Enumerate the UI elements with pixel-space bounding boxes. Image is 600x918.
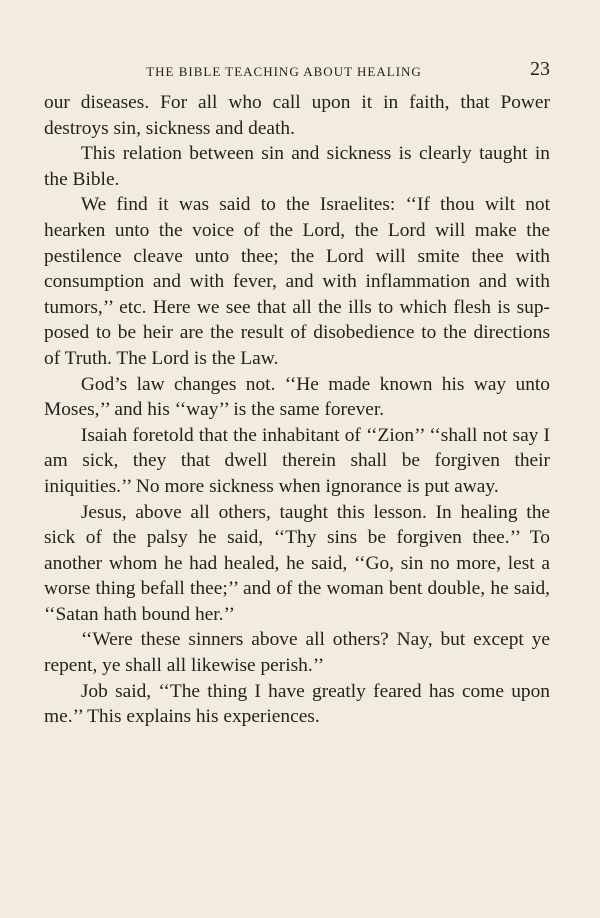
running-head: THE BIBLE TEACHING ABOUT HEALING	[146, 64, 422, 79]
paragraph: our diseases. For all who call upon it in faith, that Power destroys sin, sickness and death.	[44, 92, 550, 139]
book-page	[44, 56, 550, 730]
paragraph: We find it was said to the Israelites: ‘‘If thou wilt not hearken unto the voice of the Lord, the Lord will make the pestilence cleave unto thee; the Lord will smite thee with consumption and with fever, and with inflammation and with tumors,’’ etc. Here we see that all the ills to which flesh is supposed to be heir are the result of disobedience to the directions of Truth. The Lord is the Law.	[44, 194, 550, 369]
paragraph: Job said, ‘‘The thing I have greatly feared has come upon me.’’ This explains his experiences.	[44, 680, 550, 728]
paragraph: ‘‘Were these sinners above all others? Nay, but except ye repent, ye shall all likewise perish.’’	[44, 629, 550, 677]
paragraph: This relation between sin and sickness is clearly taught in the Bible.	[44, 143, 550, 190]
page-header	[44, 56, 550, 90]
paragraph: God’s law changes not. ‘‘He made known his way unto Moses,’’ and his ‘‘way’’ is the same forever.	[44, 373, 550, 421]
paragraph: Isaiah foretold that the inhabitant of ‘‘Zion’’ ‘‘shall not say I am sick, they that dwell therein shall be forgiven their iniquities.’’ No more sickness when ignorance is put away.	[44, 424, 550, 497]
paragraph: Jesus, above all others, taught this lesson. In healing the sick of the palsy he said, ‘‘Thy sins be forgiven thee.’’ To another whom he had healed, he said, ‘‘Go, sin no more, lest a worse thing befall thee;’’ and of the woman bent double, he said, ‘‘Satan hath bound her.’’	[44, 501, 550, 625]
body-text	[44, 90, 550, 730]
page-number: 23	[530, 58, 550, 80]
